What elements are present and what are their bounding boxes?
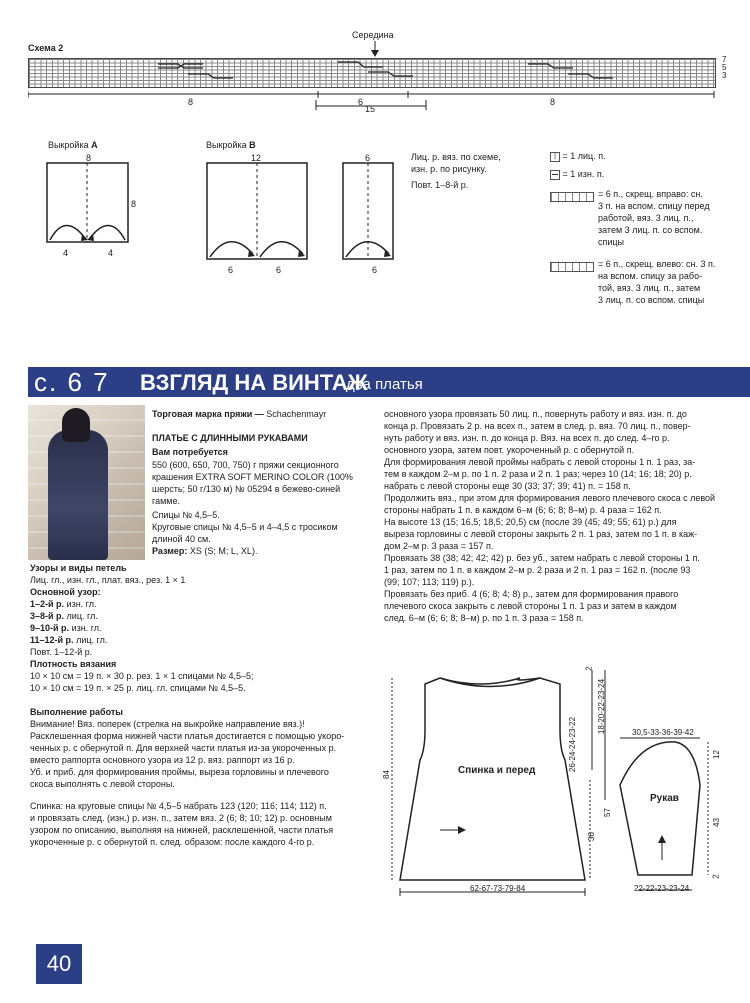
legend-knit-text: = 1 лиц. п. <box>562 151 606 161</box>
patterns-title: Узоры и виды петель <box>30 563 127 573</box>
sleeve-length: 43 <box>711 818 721 827</box>
schema-cable-marks <box>28 58 714 86</box>
pattern-a-side: 8 <box>131 199 137 209</box>
text-line: след. 6–м (6; 6; 8; 8–м) р. по 1 п. 3 раза = 158 п. <box>384 613 584 623</box>
density-line: 10 × 10 см = 19 п. × 30 р. рез. 1 × 1 спицами № 4,5–5; <box>30 671 254 681</box>
pattern-b-shape <box>200 160 410 265</box>
sleeve-top-width: 30,5-33-36-39-42 <box>632 728 694 737</box>
work-line: Уб. и приб. для формирования проймы, выреза горловины и плечевого <box>30 767 329 777</box>
pattern-a-top: 8 <box>86 153 92 163</box>
row-value: изн. гл. <box>69 623 102 633</box>
repeat-text: Повт. 1–12-й р. <box>30 647 93 657</box>
text-line: Провязать 38 (38; 42; 42; 42) р. без уб., затем набрать с левой стороны 1 п. <box>384 553 700 563</box>
row-number: 7 <box>722 55 727 64</box>
schema-row-numbers <box>722 56 726 80</box>
row-number: 5 <box>722 63 727 72</box>
main-pattern-title: Основной узор: <box>30 587 101 597</box>
work-title: Выполнение работы <box>30 707 123 717</box>
legend-line: 3 лиц. п. со вспом. спицы <box>598 295 705 305</box>
dress-armhole: 26-24-24-23-22 <box>568 716 578 773</box>
legend-knit <box>550 150 606 162</box>
text-line: гамме. <box>152 496 180 506</box>
model-head-image <box>62 408 90 442</box>
schema-width-right: 8 <box>550 97 556 107</box>
dress-side-height: 57 <box>602 808 612 817</box>
pattern-a-shape <box>40 160 140 250</box>
legend-purl <box>550 168 604 180</box>
work-line: скоса выполнять с левой стороны. <box>30 779 175 789</box>
text-line: Провязать без приб. 4 (6; 8; 4; 8) р., затем для формирования правого <box>384 589 679 599</box>
back-line: укороченные р. с обернутой п. след. образом: после каждого 4-го р. <box>30 837 315 847</box>
text-line: конца р. Провязать 2 р. на всех п., затем в след. р. вяз. 70 лиц. п., повер- <box>384 421 691 431</box>
row-value: лиц. гл. <box>64 611 98 621</box>
size-value: XS (S; M; L, XL). <box>189 546 258 556</box>
pattern-b-bottom-narrow: 6 <box>372 265 378 275</box>
text-line: набрать с левой стороны еще 30 (33; 37; 39; 41) п. = 158 п. <box>384 481 631 491</box>
legend-line: = 6 п., скрещ. влево: сн. 3 п. <box>598 259 716 269</box>
legend-line: на вспом. спицу за рабо- <box>598 271 703 281</box>
sleeve-title: Рукав <box>650 793 679 804</box>
legend-note-line: Повт. 1–8-й р. <box>411 180 469 190</box>
row-value: лиц. гл. <box>73 635 108 645</box>
brand-label: Торговая марка пряжи — <box>152 409 267 419</box>
density-line: 10 × 10 см = 19 п. × 25 р. лиц. гл. спицами № 4,5–5. <box>30 683 246 693</box>
header-pages: с. 6 7 <box>34 367 110 397</box>
yarn-brand <box>152 408 382 420</box>
sleeve-diagram <box>600 730 720 900</box>
legend-line: работой, вяз. 3 лиц. п., <box>598 213 694 223</box>
legend-note-line: изн. р. по рисунку. <box>411 164 487 174</box>
text-line: (99; 107; 113; 119) р.). <box>384 577 475 587</box>
back-line: узором по описанию, выполняя на нижней, расклешенной, части платья <box>30 825 334 835</box>
legend-line: = 6 п., скрещ. вправо: сн. <box>598 189 703 199</box>
pattern-b-bottom-left: 6 <box>228 265 234 275</box>
legend-purl-text: = 1 изн. п. <box>562 169 605 179</box>
row-key: 1–2-й р. <box>30 599 65 609</box>
text-line: На высоте 13 (15; 16,5; 18,5; 20,5) см (после 39 (45; 49; 55; 61) р.) для <box>384 517 677 527</box>
item-title: ПЛАТЬЕ С ДЛИННЫМИ РУКАВАМИ <box>152 433 308 443</box>
legend-line: 3 п. на вспом. спицу перед <box>598 201 710 211</box>
work-line: Внимание! Вяз. поперек (стрелка на выкройке направление вяз.)! <box>30 719 305 729</box>
text-line: Спицы № 4,5–5. <box>152 510 220 520</box>
row-key: 9–10-й р. <box>30 623 70 633</box>
text-line: стороны набрать 1 п. в каждом 6–м (6; 6; 8; 8–м) р. 4 раза = 162 п. <box>384 505 662 515</box>
text-line: Круговые спицы № 4,5–5 и 4–4,5 с тросиком <box>152 522 338 532</box>
pattern-a-prefix: Выкройка <box>48 140 92 150</box>
density-title: Плотность вязания <box>30 659 117 669</box>
text-line: нуть работу и вяз. изн. п. до конца р. Вяз. на всех п. до след. 4–го р. <box>384 433 670 443</box>
text-line: дом 2–м р. 3 раза = 157 п. <box>384 541 494 551</box>
legend-cable-left <box>598 258 715 306</box>
text-line: плечевого скоса закрыть с левой стороны 1 п. 1 раз и затем в каждом <box>384 601 677 611</box>
back-line: Спинка: на круговые спицы № 4,5–5 набрать 123 (120; 116; 114; 112) п. <box>30 801 327 811</box>
text-line: Продолжить вяз., при этом для формирования левого плечевого скоса с левой <box>384 493 716 503</box>
legend-line: спицы <box>598 237 625 247</box>
header-subtitle: два платья <box>346 376 423 393</box>
header-title: ВЗГЛЯД НА ВИНТАЖ <box>140 370 368 395</box>
patterns-text: Лиц. гл., изн. гл., плат. вяз., рез. 1 × 1 <box>30 575 186 585</box>
dress-height-left: 84 <box>381 770 391 779</box>
need-text <box>152 459 382 557</box>
text-line: выреза горловины с левой стороны закрыть 2 п. 1 раз, затем по 1 п. в каж- <box>384 529 698 539</box>
pattern-b-bottom-right: 6 <box>276 265 282 275</box>
text-line: крашения EXTRA SOFT MERINO COLOR (100% <box>152 472 353 482</box>
knit-symbol-icon: | <box>550 152 560 162</box>
sleeve-cuff-height: 2 <box>711 874 721 879</box>
need-title: Вам потребуется <box>152 447 228 457</box>
patterns-section <box>30 562 375 848</box>
legend-note-line: Лиц. р. вяз. по схеме, <box>411 152 501 162</box>
pattern-a-title <box>48 139 98 151</box>
sleeve-bottom-width: 22-22-23-23-24 <box>634 884 690 893</box>
dress-neck: 18-20-22-23-24 <box>597 678 607 735</box>
row-value: изн. гл. <box>64 599 97 609</box>
row-key: 11–12-й р. <box>30 635 74 645</box>
instructions-right <box>384 408 724 624</box>
legend-cable-right <box>598 188 710 248</box>
pattern-b-prefix: Выкройка <box>206 140 250 150</box>
size-label: Размер: <box>152 546 190 556</box>
dress-bottom-width: 62-67-73-79-84 <box>470 884 526 893</box>
brand-name: Schachenmayr <box>266 409 327 419</box>
pattern-a-letter: A <box>91 140 98 150</box>
schema-title: Схема 2 <box>28 43 64 53</box>
purl-symbol-icon <box>550 170 560 180</box>
text-line: Для формирования левой проймы набрать с левой стороны 1 п. 1 раз, за- <box>384 457 696 467</box>
text-line: шерсть; 50 г/130 м) № 05294 в бежево-синей <box>152 484 341 494</box>
schema-width-total: 15 <box>365 104 376 114</box>
legend-line: затем 3 лиц. п. со вспом. <box>598 225 703 235</box>
page-number: 40 <box>36 944 82 984</box>
work-line: Расклешенная форма нижней части платья достигается с помощью укоро- <box>30 731 345 741</box>
text-line: основного узора провязать 50 лиц. п., повернуть работу и вяз. изн. п. до <box>384 409 687 419</box>
text-line: тем в каждом 2–м р. по 1 п. 2 раза и 2 п. 1 раз; через 10 (14; 16; 18; 20) р. <box>384 469 692 479</box>
pattern-b-title <box>206 139 256 151</box>
work-line: ченных р. с обернутой п. Для верхней части платья из-за укороченных р. <box>30 743 337 753</box>
legend-notes <box>411 151 501 191</box>
dress-neck-depth: 2 <box>584 666 594 671</box>
sleeve-cap-height: 12 <box>711 750 721 759</box>
pattern-a-bottom-right: 4 <box>108 248 114 258</box>
pattern-a-bottom-left: 4 <box>63 248 69 258</box>
model-dress-image <box>48 430 108 560</box>
legend-line: той, вяз. 3 лиц. п., затем <box>598 283 701 293</box>
text-line: 1 раз, затем по 1 п. в каждом 2–м р. 2 раза и 2 п. 1 раз = 162 п. (после 93 <box>384 565 691 575</box>
row-number: 3 <box>722 71 727 80</box>
row-key: 3–8-й р. <box>30 611 65 621</box>
pattern-b-top-wide: 12 <box>251 153 262 163</box>
dress-height-right: 36 <box>586 832 596 841</box>
work-line: вместо раппорта основного узора из 12 р. вяз. раппорт из 16 р. <box>30 755 295 765</box>
text-line: длиной 40 см. <box>152 534 211 544</box>
back-line: и провязать след. (изн.) р. изн. п., затем вяз. 2 (6; 8; 10; 12) р. основным <box>30 813 332 823</box>
text-line: основного узора, затем повт. укороченный р. с обернутой п. <box>384 445 635 455</box>
schema-width-left: 8 <box>188 97 194 107</box>
schema-width-center: 6 <box>358 97 364 107</box>
cable-left-symbol-icon <box>550 262 594 272</box>
pattern-b-letter: B <box>249 140 256 150</box>
cable-right-symbol-icon <box>550 192 594 202</box>
dress-diagram-title: Спинка и перед <box>458 765 536 776</box>
pattern-b-top-narrow: 6 <box>365 153 371 163</box>
text-line: 550 (600, 650, 700, 750) г пряжи секционного <box>152 460 339 470</box>
center-label: Середина <box>352 30 394 40</box>
